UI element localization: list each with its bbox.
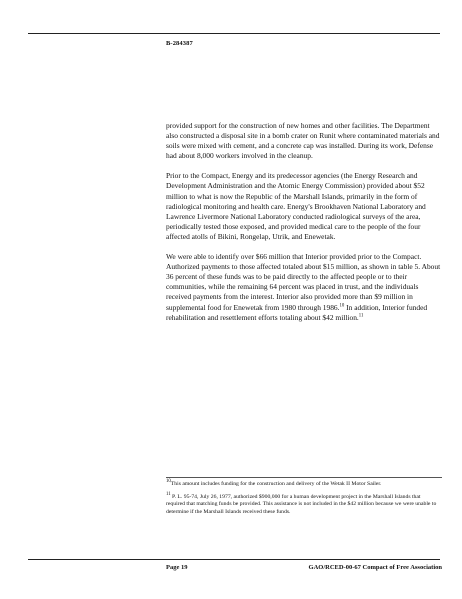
page-number: Page 19: [166, 564, 188, 571]
footnote-ref-10: 10: [339, 303, 345, 309]
running-title: GAO/RCED-00-67 Compact of Free Association: [308, 564, 442, 571]
footnote-11: [166, 491, 440, 517]
footnote-number: 11: [166, 491, 171, 497]
footnote-ref-11: 11: [358, 313, 364, 319]
footnote-text: P. L. 95-74, July 26, 1977, authorized $900,000 for a human development project in the Marshall Islands that required that matching funds be provided. This assistance is not included in the $42 million because we were unable to determine if the Marshall Islands received these funds.: [166, 493, 437, 516]
paragraph-interior-funding: [166, 252, 442, 323]
footnote-10: [166, 481, 440, 489]
paragraph-energy-funding: Prior to the Compact, Energy and its predecessor agencies (the Energy Research and Development Administration and the Atomic Energy Commission) provided about $52 million to what is now the Republic of the Marshall Islands, primarily in the form of radiological monitoring and health care. Energy's Brookhaven National Laboratory and Lawrence Livermore National Laboratory conducted radiological surveys of the area, periodically tested those exposed, and provided medical care to the people of the four affected atolls of Bikini, Rongelap, Utrik, and Enewetak.: [166, 171, 426, 241]
body-text: [166, 121, 442, 333]
footnote-number: 10: [166, 479, 171, 485]
footnote-rule: [166, 477, 442, 478]
report-id: B-284387: [166, 40, 193, 47]
paragraph-interior-part2: In addition, Interior funded rehabilitation and resettlement efforts totaling about $42 million.: [166, 302, 428, 322]
header-rule: [28, 33, 440, 34]
paragraph-defense-cleanup: provided support for the construction of new homes and other facilities. The Department also constructed a disposal site in a bomb crater on Runit where contaminated materials and soils were mixed with cement, and a concrete cap was installed. During its work, Defense had about 8,000 workers involved in the cleanup.: [166, 121, 440, 161]
paragraph-interior-part1: We were able to identify over $66 million that Interior provided prior to the Compact. Authorized payments to those affected totaled about $15 million, as shown in table 5. About 36 percent of these funds was to be paid directly to the affected people or to their communities, while the remaining 64 percent was placed in trust, and the individuals received payments from the interest. Interior also provided more than $9 million in supplemental food for Enewetak from 1980 through 1986.: [166, 252, 441, 312]
footnote-text: This amount includes funding for the construction and delivery of the Wetak II Motor Sailer.: [170, 481, 382, 487]
footer-rule: [28, 559, 440, 560]
footnotes: [166, 481, 440, 522]
